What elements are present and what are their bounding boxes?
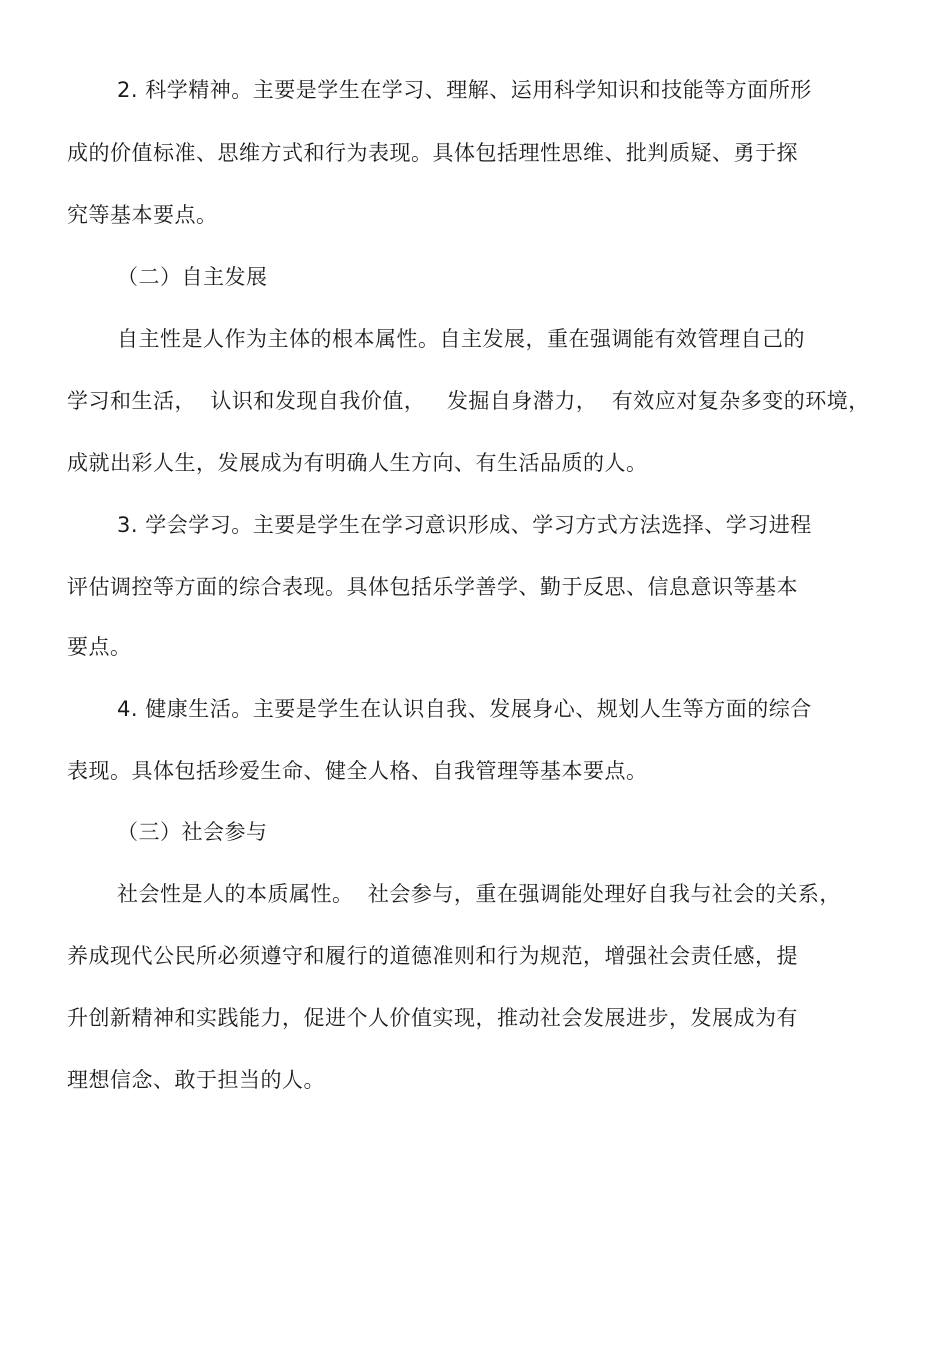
section-heading: （三）社会参与: [117, 820, 268, 844]
paragraph-line: 自主性是人作为主体的根本属性。自主发展，重在强调能有效管理自己的: [117, 327, 805, 351]
paragraph-line: 4. 健康生活。主要是学生在认识自我、发展身心、规划人生等方面的综合: [117, 697, 812, 721]
paragraph-line: 究等基本要点。: [67, 203, 218, 227]
paragraph-line: 学习和生活， 认识和发现自我价值， 发掘自身潜力， 有效应对复杂多变的环境，: [67, 389, 870, 413]
paragraph-line: 社会性是人的本质属性。 社会参与，重在强调能处理好自我与社会的关系，: [117, 882, 841, 906]
paragraph-line: 成的价值标准、思维方式和行为表现。具体包括理性思维、批判质疑、勇于探: [67, 141, 798, 165]
paragraph-line: 评估调控等方面的综合表现。具体包括乐学善学、勤于反思、信息意识等基本: [67, 575, 798, 599]
paragraph-line: 2. 科学精神。主要是学生在学习、理解、运用科学知识和技能等方面所形: [117, 78, 812, 102]
section-heading: （二）自主发展: [117, 265, 268, 289]
paragraph-line: 表现。具体包括珍爱生命、健全人格、自我管理等基本要点。: [67, 759, 648, 783]
paragraph-line: 升创新精神和实践能力，促进个人价值实现，推动社会发展进步，发展成为有: [67, 1006, 798, 1030]
paragraph-line: 养成现代公民所必须遵守和履行的道德准则和行为规范，增强社会责任感，提: [67, 944, 798, 968]
paragraph-line: 要点。: [67, 635, 132, 659]
paragraph-line: 3. 学会学习。主要是学生在学习意识形成、学习方式方法选择、学习进程: [117, 513, 812, 537]
paragraph-line: 成就出彩人生，发展成为有明确人生方向、有生活品质的人。: [67, 451, 648, 475]
paragraph-line: 理想信念、敢于担当的人。: [67, 1068, 325, 1092]
